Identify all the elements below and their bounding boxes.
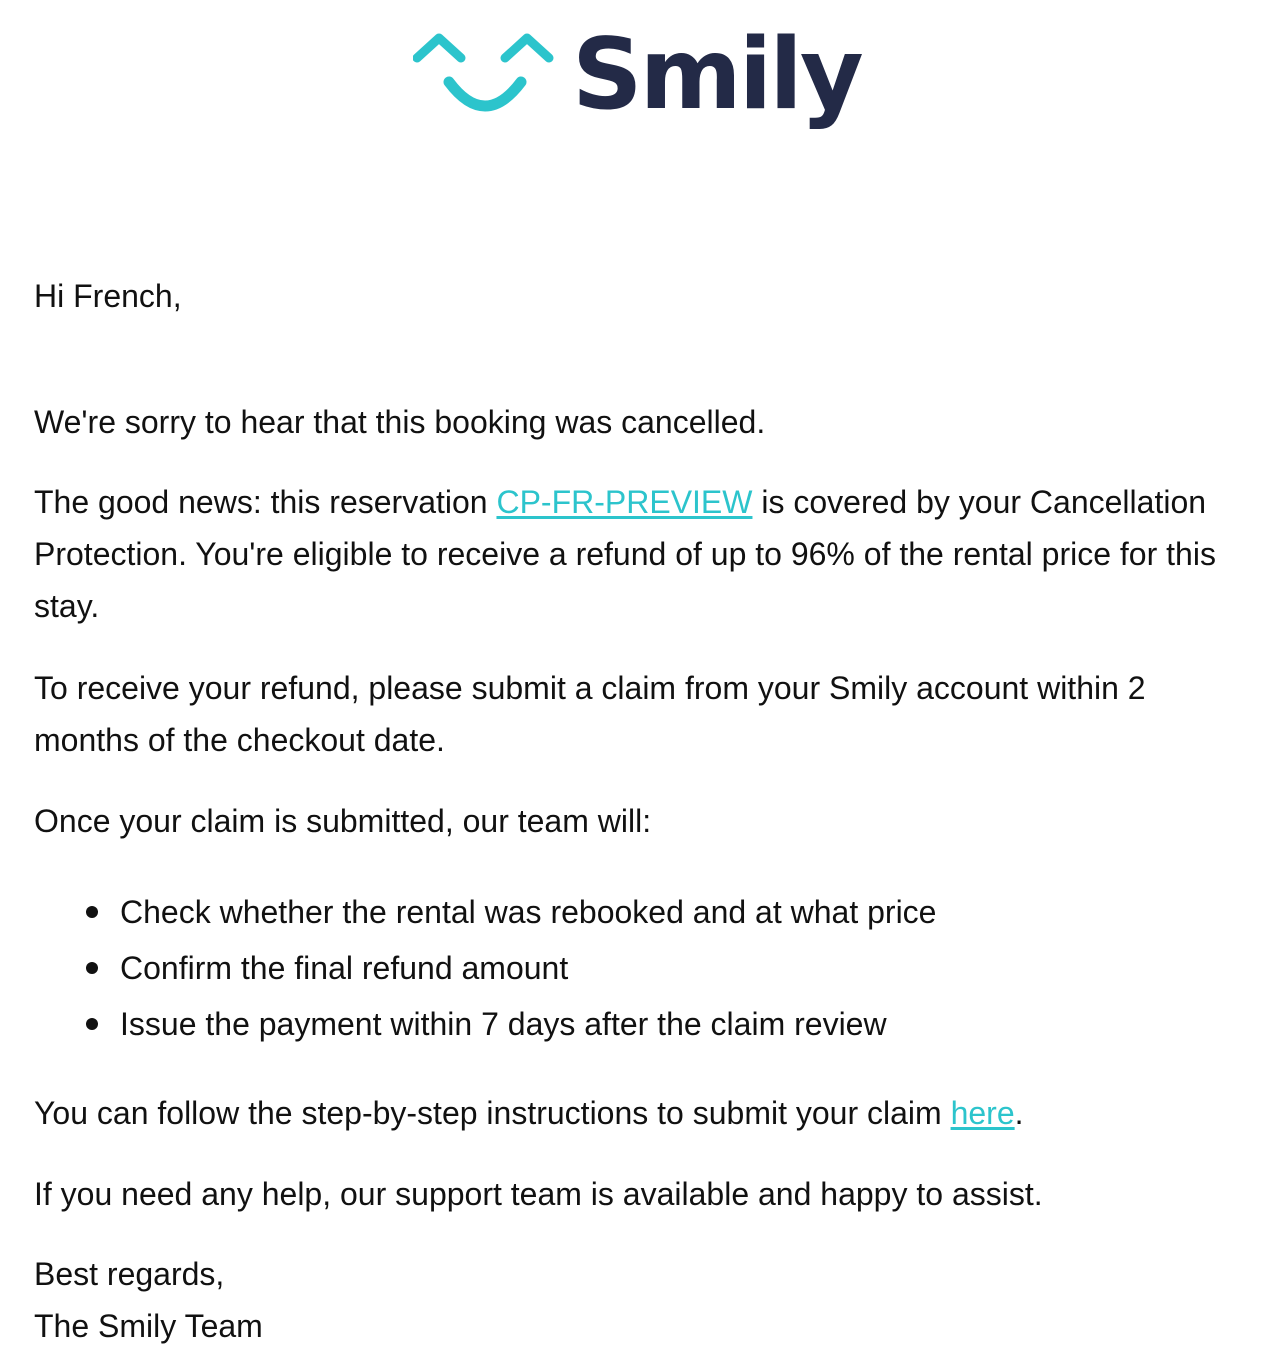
signoff-block xyxy=(34,1248,1249,1352)
claim-instruction: To receive your refund, please submit a claim from your Smily account within 2 months of the checkout date. xyxy=(34,670,1146,758)
step-text: Check whether the rental was rebooked and at what price xyxy=(120,894,937,930)
bullet-icon xyxy=(86,1018,98,1030)
list-item xyxy=(86,940,1246,996)
step-text: Confirm the final refund amount xyxy=(120,950,569,986)
coverage-paragraph xyxy=(34,476,1249,632)
team-intro: Once your claim is submitted, our team will: xyxy=(34,803,652,839)
signature: The Smily Team xyxy=(34,1308,263,1344)
instructions-link[interactable]: here xyxy=(950,1095,1015,1131)
smiley-face-icon xyxy=(413,30,563,120)
list-item xyxy=(86,884,1246,940)
bullet-icon xyxy=(86,962,98,974)
smily-wordmark: Smily xyxy=(572,18,861,132)
support-text: If you need any help, our support team is available and happy to assist. xyxy=(34,1176,1043,1212)
coverage-text-before: The good news: this reservation xyxy=(34,484,497,520)
steps-list xyxy=(86,884,1246,1052)
step-text: Issue the payment within 7 days after the claim review xyxy=(120,1006,887,1042)
instructions-text-before: You can follow the step-by-step instructions to submit your claim xyxy=(34,1095,951,1131)
coverage-text-after: is covered by your Cancellation Protection. You're eligible to receive a refund of up to 96% of the rental price for this stay. xyxy=(34,484,1216,624)
smily-logo xyxy=(0,0,1270,160)
instructions-paragraph xyxy=(34,1087,1249,1139)
greeting: Hi French, xyxy=(34,278,182,314)
intro-text: We're sorry to hear that this booking was cancelled. xyxy=(34,404,766,440)
email-body xyxy=(34,270,1249,1344)
instructions-text-after: . xyxy=(1014,1095,1024,1131)
reservation-link[interactable]: CP-FR-PREVIEW xyxy=(496,484,753,520)
bullet-icon xyxy=(86,906,98,918)
signoff: Best regards, xyxy=(34,1256,225,1292)
list-item xyxy=(86,996,1246,1052)
